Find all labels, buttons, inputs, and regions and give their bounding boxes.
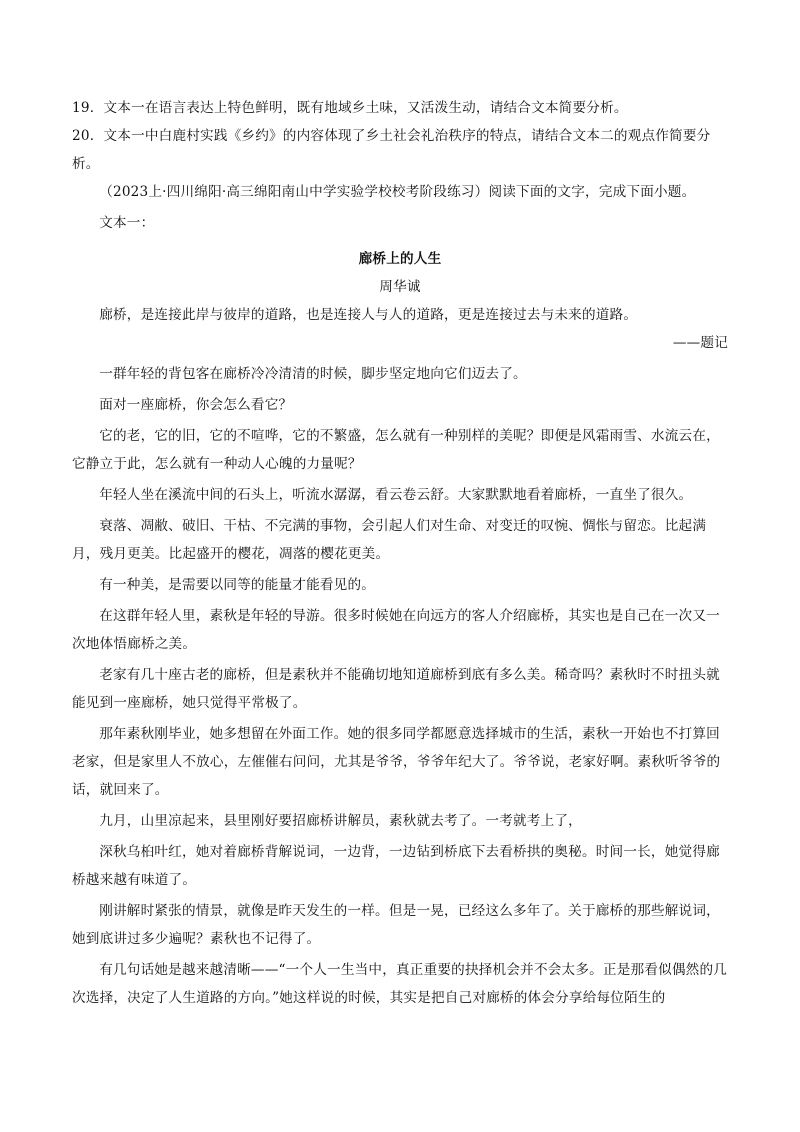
document-body: [72, 94, 728, 1012]
paragraph: 有几句话她是越来越清晰——“一个人一生当中，真正重要的抉择机会并不会太多。正是那看似偶然的几次选择，决定了人生道路的方向。”她这样说的时候，其实是把自己对廊桥的体会分享给每位陌生的: [72, 962, 728, 1006]
article-author: 周华诚: [379, 279, 421, 295]
epigraph: 廊桥，是连接此岸与彼岸的道路，也是连接人与人的道路，更是连接过去与未来的道路。: [99, 307, 638, 323]
article-title: 廊桥上的人生: [358, 251, 442, 267]
paragraph: 在这群年轻人里，素秋是年轻的导游。很多时候她在向远方的客人介绍廊桥，其实也是自己在一次又一次地体悟廊桥之美。: [72, 608, 720, 652]
paragraph: 那年素秋刚毕业，她多想留在外面工作。她的很多同学都愿意选择城市的生活，素秋一开始也不打算回老家，但是家里人不放心，左催催右问问，尤其是爷爷，爷爷年纪大了。爷爷说，老家好啊。素秋听爷爷的话，就回来了。: [72, 726, 721, 798]
paragraph: 有一种美，是需要以同等的能量才能看见的。: [99, 577, 376, 593]
paragraph: 面对一座廊桥，你会怎么看它？: [99, 397, 293, 413]
paragraph: 刚讲解时紧张的情景，就像是昨天发生的一样。但是一晃，已经这么多年了。关于廊桥的那些解说词，她到底讲过多少遍呢？素秋也不记得了。: [72, 903, 720, 947]
source-note: （2023上·四川绵阳·高三绵阳南山中学实验学校校考阶段练习）阅读下面的文字，完成下面小题。: [99, 184, 696, 200]
epigraph-source: ——题记: [672, 335, 728, 351]
paragraph: 年轻人坐在溪流中间的石头上，听流水潺潺，看云卷云舒。大家默默地看着廊桥，一直坐了很久。: [99, 487, 693, 503]
question-19: 19．文本一在语言表达上特色鲜明，既有地域乡土味，又活泼生动，请结合文本简要分析。: [72, 100, 628, 116]
paragraph: 一群年轻的背包客在廊桥冷冷清清的时候，脚步坚定地向它们迈去了。: [99, 366, 527, 382]
paragraph: 老家有几十座古老的廊桥，但是素秋并不能确切地知道廊桥到底有多么美。稀奇吗？素秋时不时扭头就能见到一座廊桥，她只觉得平常极了。: [72, 667, 720, 711]
paragraph: 它的老，它的旧，它的不喧哗，它的不繁盛，怎么就有一种别样的美呢？即便是风霜雨雪、水流云在，它静立于此，怎么就有一种动人心魄的力量呢？: [72, 428, 720, 472]
paragraph: 衰落、凋敝、破旧、干枯、不完满的事物，会引起人们对生命、对变迁的叹惋、惆怅与留恋。比起满月，残月更美。比起盛开的樱花，凋落的樱花更美。: [72, 518, 707, 562]
question-20: 20．文本一中白鹿村实践《乡约》的内容体现了乡土社会礼治秩序的特点，请结合文本二的观点作简要分析。: [72, 128, 711, 172]
section-label: 文本一：: [99, 215, 155, 231]
paragraph: 深秋乌桕叶红，她对着廊桥背解说词，一边背，一边钻到桥底下去看桥拱的奥秘。时间一长，她觉得廊桥越来越有味道了。: [72, 844, 720, 888]
paragraph: 九月，山里凉起来，县里刚好要招廊桥讲解员，素秋就去考了。一考就考上了，: [99, 813, 582, 829]
